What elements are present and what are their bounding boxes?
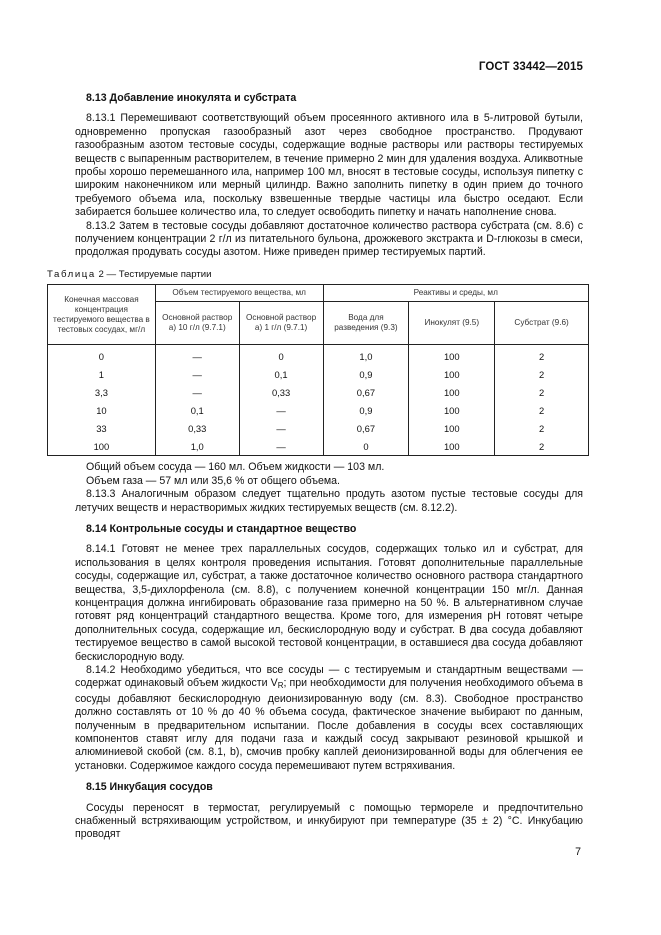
vr-subscript: R bbox=[277, 681, 284, 691]
table-cell: 1 bbox=[48, 365, 156, 383]
table-cell: 0,33 bbox=[239, 383, 323, 401]
header-stock-10: Основной раствор а) 10 г/л (9.7.1) bbox=[155, 302, 239, 345]
table-row bbox=[48, 437, 589, 456]
body-text bbox=[47, 92, 583, 842]
table-cell: 0,1 bbox=[239, 365, 323, 383]
table-cell: — bbox=[239, 437, 323, 456]
header-reagents-group: Реактивы и среды, мл bbox=[323, 285, 589, 302]
paragraph-8-14-2-start: 8.14.2 Необходимо убедиться, что все сосуды — с тестируемым и стандартным веществами — содержат одинаковый объем жидкости V bbox=[75, 663, 583, 690]
table-caption-word: Таблица bbox=[47, 268, 96, 280]
table-cell: 0 bbox=[323, 437, 409, 456]
total-volume-text: Общий объем сосуда — 160 мл. Объем жидкости — 103 мл. bbox=[86, 461, 385, 474]
table-caption bbox=[47, 268, 583, 281]
table-cell: — bbox=[155, 365, 239, 383]
table-cell: 0,9 bbox=[323, 365, 409, 383]
paragraph-8-13-1: 8.13.1 Перемешивают соответствующий объем просеянного активного ила в 5-литровой бутыли, одновременно пропуская газообразный азот через свободное пространство. Продувают газообразным азотом тестовые сосуды, содержащие водные растворы или растворы тестируемых веществ с выпаренным растворителем, в течение примерно 2 мин для удаления воздуха. Аликвотные пробы хорошо перемешанного ила, например 100 мл, вносят в тестовые сосуды, используя пипетку с широким наконечником или мерный цилиндр. Важно заполнить пипетку в один прием до точного требуемого объема ила, поскольку взвешенные твердые частицы ила быстро оседают. Если забирается большее количество ила, то следует освободить пипетку и начать наполнение снова. bbox=[75, 112, 583, 219]
header-volume-group: Объем тестируемого вещества, мл bbox=[155, 285, 323, 302]
paragraph-8-13-2: 8.13.2 Затем в тестовые сосуды добавляют достаточное количество раствора субстрата (см. 8.6) с получением концентрации 2 г/л из питательного бульона, дрожжевого экстракта и D-глюкозы в смеси, продолжая продувать сосуды азотом. Ниже приведен пример тестируемых партий. bbox=[75, 219, 583, 259]
table-cell: 2 bbox=[495, 401, 589, 419]
table-cell: — bbox=[155, 383, 239, 401]
table-cell: 100 bbox=[48, 437, 156, 456]
table-cell: 100 bbox=[409, 437, 495, 456]
table-cell: 0,9 bbox=[323, 401, 409, 419]
table-cell: 100 bbox=[409, 365, 495, 383]
paragraph-8-13-3: 8.13.3 Аналогичным образом следует тщательно продуть азотом пустые тестовые сосуды для летучих веществ и нерастворимых жидких тестируемых веществ (см. 8.12.2). bbox=[75, 488, 583, 514]
table-caption-rest: 2 — Тестируемые партии bbox=[95, 268, 212, 280]
page-number: 7 bbox=[575, 846, 581, 858]
section-8-13-heading: 8.13 Добавление инокулята и субстрата bbox=[86, 92, 297, 104]
table-cell: 2 bbox=[495, 419, 589, 437]
table-cell: 100 bbox=[409, 419, 495, 437]
table-cell: 0 bbox=[239, 345, 323, 366]
table-cell: 100 bbox=[409, 401, 495, 419]
paragraph-8-14-2-rest: ; при необходимости для получения необходимого объема в сосуды добавляют бескислородную деионизированную воду (см. 8.3). Свободное пространство должно составлять от 10 % до 40 % объема сосуда, фактическое значение выбирают по данным, полученным в предварительном испытании. После добавления в сосуды всех составляющих компонентов ставят иглу для подачи газа и каждый сосуд закрывают резиновой крышкой и алюминиевой скобой (см. 8.1, b), смочив пробку каплей деионизированной воды для облегчения ее установки. Содержимое каждого сосуда перемешивают путем встряхивания. bbox=[75, 677, 583, 772]
table-cell: 0 bbox=[48, 345, 156, 366]
table-cell: 3,3 bbox=[48, 383, 156, 401]
standard-id: ГОСТ 33442—2015 bbox=[478, 61, 583, 73]
section-8-15-heading: 8.15 Инкубация сосудов bbox=[86, 781, 213, 794]
table-cell: 0,1 bbox=[155, 401, 239, 419]
table-cell: 33 bbox=[48, 419, 156, 437]
table-row bbox=[48, 401, 589, 419]
table-cell: 2 bbox=[495, 437, 589, 456]
paragraph-8-15: Сосуды переносят в термостат, регулируемый с помощью термореле и предпочтительно снабженный встряхивающим устройством, и инкубируют при температуре (35 ± 2) °С. Инкубацию проводят bbox=[75, 801, 583, 841]
table-row bbox=[48, 365, 589, 383]
test-batches-table bbox=[47, 284, 589, 456]
table-cell: — bbox=[239, 419, 323, 437]
gas-volume-text: Объем газа — 57 мл или 35,6 % от общего объема. bbox=[86, 474, 340, 487]
table-row bbox=[48, 419, 589, 437]
table-cell: 1,0 bbox=[155, 437, 239, 456]
table-cell: 2 bbox=[495, 365, 589, 383]
header-substrate: Субстрат (9.6) bbox=[495, 302, 589, 345]
table-cell: 2 bbox=[495, 345, 589, 366]
header-water: Вода для разведения (9.3) bbox=[323, 302, 409, 345]
table-cell: 100 bbox=[409, 383, 495, 401]
table-cell: 0,67 bbox=[323, 419, 409, 437]
paragraph-8-14-2 bbox=[75, 664, 583, 773]
table-cell: 2 bbox=[495, 383, 589, 401]
header-stock-1: Основной раствор а) 1 г/л (9.7.1) bbox=[239, 302, 323, 345]
table-totals bbox=[75, 461, 583, 488]
table-cell: 10 bbox=[48, 401, 156, 419]
header-inoculum: Инокулят (9.5) bbox=[409, 302, 495, 345]
table-row bbox=[48, 383, 589, 401]
table-cell: 0,67 bbox=[323, 383, 409, 401]
table-cell: — bbox=[239, 401, 323, 419]
table-row bbox=[48, 345, 589, 366]
table-cell: 100 bbox=[409, 345, 495, 366]
section-8-14-heading: 8.14 Контрольные сосуды и стандартное вещество bbox=[86, 522, 357, 535]
table-cell: 1,0 bbox=[323, 345, 409, 366]
table-cell: — bbox=[155, 345, 239, 366]
header-concentration: Конечная массовая концентрация тестируемого вещества в тестовых сосудах, мг/л bbox=[48, 285, 156, 345]
paragraph-8-14-1: 8.14.1 Готовят не менее трех параллельных сосудов, содержащих только ил и субстрат, для использования в целях контроля проведения испытания. Готовят дополнительные параллельные сосуды, содержащие ил, субстрат, а также достаточное количество основного раствора стандартного вещества, 3,5-дихлорфенола (см. 8.8), с получением конечной концентрации 150 мг/л. Данная концентрация должна ингибировать образование газа примерно на 50 %. В альтернативном случае готовят ряд концентраций стандартного вещества. Кроме того, для измерения pH готовят четыре дополнительных сосуда, содержащие ил, бескислородную воду и субстрат. В два сосуда добавляют тестируемое вещество в самой высокой тестовой концентрации, в оставшиеся два сосуда добавляют бескислородную воду. bbox=[75, 543, 583, 663]
table-cell: 0,33 bbox=[155, 419, 239, 437]
